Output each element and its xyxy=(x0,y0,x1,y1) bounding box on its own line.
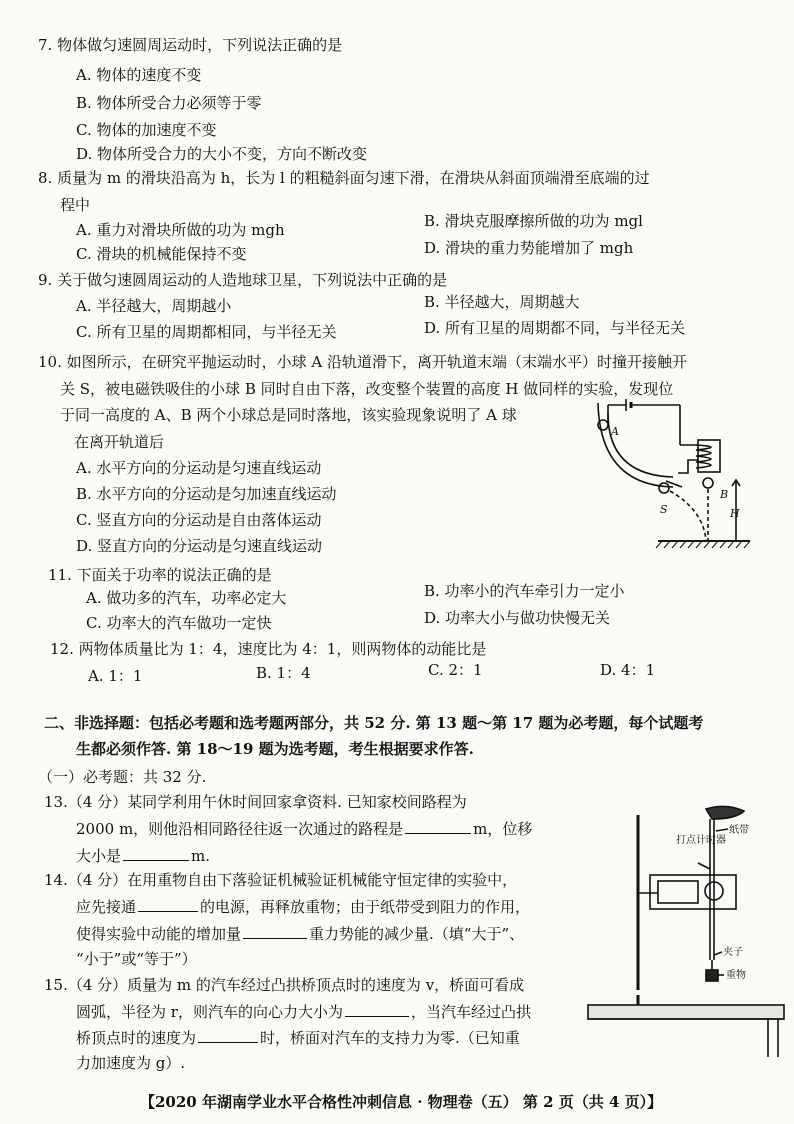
q12-option-b: B. 1：4 xyxy=(256,664,311,682)
q14-blank-power[interactable] xyxy=(138,897,198,912)
q8-option-c: C. 滑块的机械能保持不变 xyxy=(76,245,247,263)
q15-blank-speed[interactable] xyxy=(198,1028,258,1043)
q10-stem-cont3: 在离开轨道后 xyxy=(74,433,165,451)
q7-stem: 7. 物体做匀速圆周运动时，下列说法正确的是 xyxy=(38,36,343,54)
q10-option-b: B. 水平方向的分运动是匀加速直线运动 xyxy=(76,485,337,503)
table-base-figure xyxy=(578,995,788,1060)
q8-option-b: B. 滑块克服摩擦所做的功为 mgl xyxy=(424,212,643,230)
q12-option-d: D. 4：1 xyxy=(600,661,656,679)
page-footer: 【2020 年湖南学业水平合格性冲刺信息 · 物理卷（五） 第 2 页（共 4 页）】 xyxy=(140,1093,663,1111)
q9-option-a: A. 半径越大，周期越小 xyxy=(76,297,232,315)
timer-label: 打点计时器 xyxy=(676,835,726,846)
tape-label: 纸带 xyxy=(729,825,749,836)
q11-option-b: B. 功率小的汽车牵引力一定小 xyxy=(424,582,625,600)
label-a: A xyxy=(611,425,619,438)
q7-option-d: D. 物体所受合力的大小不变，方向不断改变 xyxy=(76,145,368,163)
q13-blank-distance[interactable] xyxy=(405,819,471,834)
q9-stem: 9. 关于做匀速圆周运动的人造地球卫星，下列说法中正确的是 xyxy=(38,271,448,289)
label-s: S xyxy=(660,503,668,516)
q8-stem-cont: 程中 xyxy=(60,196,91,214)
q15-line4: 力加速度为 g）. xyxy=(76,1054,186,1072)
section2-heading-cont: 生都必须作答. 第 18～19 题为选考题，考生根据要求作答. xyxy=(76,740,474,758)
q15-line3-tail: 时，桥面对汽车的支持力为零.（已知重 xyxy=(260,1029,520,1047)
section2-subheading: （一）必考题：共 32 分. xyxy=(38,768,207,786)
q13-line2-tail: m，位移 xyxy=(473,820,533,838)
q15-line2-text: 圆弧，半径为 r，则汽车的向心力大小为 xyxy=(76,1003,343,1021)
q14-blank-compare[interactable] xyxy=(243,924,307,939)
q9-option-c: C. 所有卫星的周期都相同，与半径无关 xyxy=(76,323,337,341)
q13-blank-displacement[interactable] xyxy=(123,846,189,861)
q12-stem: 12. 两物体质量比为 1：4，速度比为 4：1，则两物体的动能比是 xyxy=(50,640,487,658)
section2-heading: 二、非选择题：包括必考题和选考题两部分，共 52 分. 第 13 题～第 17 题为必考题，每个试题考 xyxy=(44,714,704,732)
clip-label: 夹子 xyxy=(723,947,743,958)
q11-stem: 11. 下面关于功率的说法正确的是 xyxy=(48,566,272,584)
q15-line2 xyxy=(76,1002,531,1022)
q7-option-c: C. 物体的加速度不变 xyxy=(76,121,217,139)
free-fall-apparatus-figure xyxy=(586,805,766,995)
q10-stem-cont1: 关 S，被电磁铁吸住的小球 B 同时自由下落，改变整个装置的高度 H 做同样的实验，发现位 xyxy=(60,380,674,398)
q13-line2-text: 2000 m，则他沿相同路径往返一次通过的路程是 xyxy=(76,820,404,838)
q10-stem-cont2: 于同一高度的 A、B 两个小球总是同时落地，该实验现象说明了 A 球 xyxy=(60,406,517,424)
q10-option-d: D. 竖直方向的分运动是匀速直线运动 xyxy=(76,537,323,555)
q15-stem: 15.（4 分）质量为 m 的汽车经过凸拱桥顶点时的速度为 v，桥面可看成 xyxy=(44,976,525,994)
q7-option-a: A. 物体的速度不变 xyxy=(76,66,202,84)
q9-option-b: B. 半径越大，周期越大 xyxy=(424,293,580,311)
q8-stem: 8. 质量为 m 的滑块沿高为 h，长为 l 的粗糙斜面匀速下滑，在滑块从斜面顶端滑至底端的过 xyxy=(38,169,650,187)
q12-option-c: C. 2：1 xyxy=(428,661,483,679)
q10-stem: 10. 如图所示，在研究平抛运动时，小球 A 沿轨道滑下，离开轨道末端（末端水平）时撞开接触开 xyxy=(38,353,687,371)
weight-label: 重物 xyxy=(726,970,746,981)
q13-line3 xyxy=(76,846,210,866)
q14-line3-text: 使得实验中动能的增加量 xyxy=(76,925,242,943)
q14-line4: “小于”或“等于”） xyxy=(76,950,197,968)
q15-line3 xyxy=(76,1028,520,1048)
q13-stem: 13.（4 分）某同学利用午休时间回家拿资料. 已知家校间路程为 xyxy=(44,793,467,811)
q14-line3-tail: 重力势能的减少量.（填“大于”、 xyxy=(309,925,525,943)
q13-line2 xyxy=(76,819,532,839)
q7-option-b: B. 物体所受合力必须等于零 xyxy=(76,94,262,112)
q14-line2-tail: 的电源，再释放重物；由于纸带受到阻力的作用， xyxy=(200,898,531,916)
q15-blank-force[interactable] xyxy=(345,1002,409,1017)
label-h: H xyxy=(730,507,740,520)
q14-line3 xyxy=(76,924,524,944)
q14-line2 xyxy=(76,897,530,917)
q10-option-a: A. 水平方向的分运动是匀速直线运动 xyxy=(76,459,322,477)
label-b: B xyxy=(720,488,729,501)
q14-line2-text: 应先接通 xyxy=(76,898,137,916)
q9-option-d: D. 所有卫星的周期都不同，与半径无关 xyxy=(424,319,686,337)
projectile-apparatus-figure xyxy=(578,395,753,550)
q11-option-d: D. 功率大小与做功快慢无关 xyxy=(424,609,611,627)
q11-option-a: A. 做功多的汽车，功率必定大 xyxy=(86,589,287,607)
q12-option-a: A. 1：1 xyxy=(88,667,143,685)
q15-line2-tail: ，当汽车经过凸拱 xyxy=(410,1003,531,1021)
q8-option-a: A. 重力对滑块所做的功为 mgh xyxy=(76,221,285,239)
q8-option-d: D. 滑块的重力势能增加了 mgh xyxy=(424,239,634,257)
q14-stem: 14.（4 分）在用重物自由下落验证机械验证机械能守恒定律的实验中， xyxy=(44,871,518,889)
q11-option-c: C. 功率大的汽车做功一定快 xyxy=(86,614,272,632)
q10-option-c: C. 竖直方向的分运动是自由落体运动 xyxy=(76,511,322,529)
q13-line3-tail: m. xyxy=(191,847,211,865)
q13-line3-text: 大小是 xyxy=(76,847,122,865)
q15-line3-text: 桥顶点时的速度为 xyxy=(76,1029,197,1047)
